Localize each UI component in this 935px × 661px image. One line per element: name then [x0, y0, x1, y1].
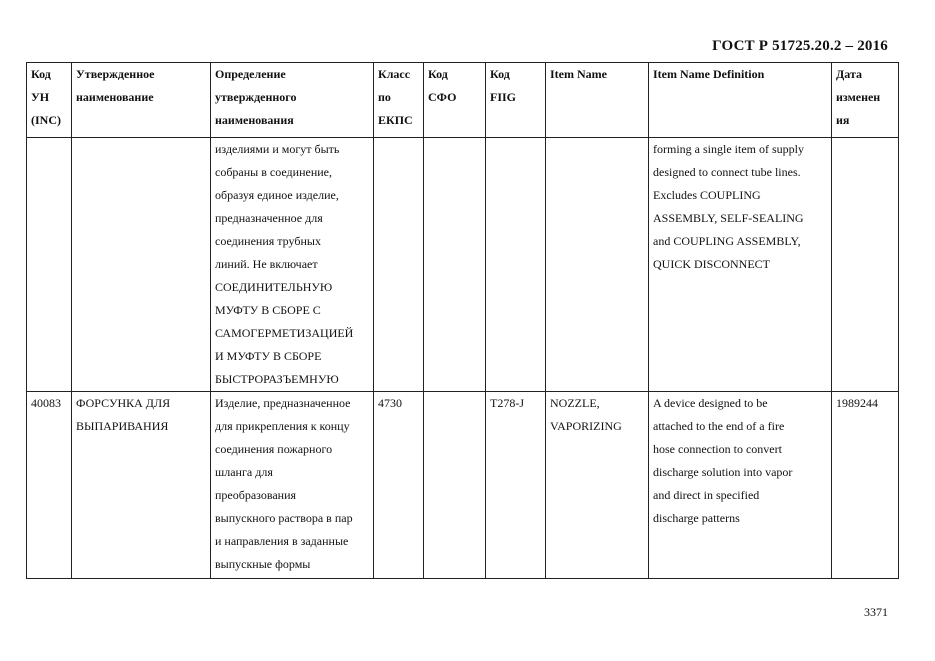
cell-fiig	[486, 392, 546, 579]
cell-item-name	[546, 392, 649, 579]
cell-text-line: 4730	[378, 396, 402, 410]
cell-text-line: forming a single item of supply	[653, 142, 804, 156]
col-header-class	[374, 63, 424, 138]
cell-text-line: И МУФТУ В СБОРЕ	[215, 349, 322, 363]
cell-class	[374, 392, 424, 579]
cell-text-line: 40083	[31, 396, 61, 410]
cell-sfo	[424, 392, 486, 579]
header-line: Класс	[378, 67, 411, 81]
cell-text-line: СОЕДИНИТЕЛЬНУЮ	[215, 280, 333, 294]
cell-text-line: QUICK DISCONNECT	[653, 257, 770, 271]
cell-text-line: hose connection to convert	[653, 442, 782, 456]
header-line: ЕКПС	[378, 113, 413, 127]
header-line: ия	[836, 113, 850, 127]
col-header-fiig	[486, 63, 546, 138]
cell-text-line: соединения трубных	[215, 234, 321, 248]
cell-text-line: линий. Не включает	[215, 257, 318, 271]
cell-text-line: БЫСТРОРАЗЪЕМНУЮ	[215, 372, 339, 386]
cell-text-line: выпускного раствора в пар	[215, 511, 353, 525]
cell-text-line: Изделие, предназначенное	[215, 396, 351, 410]
cell-text-line: ФОРСУНКА ДЛЯ	[76, 396, 171, 410]
cell-text-line: discharge patterns	[653, 511, 740, 525]
cell-text-line: 1989244	[836, 396, 878, 410]
cell-definition	[211, 392, 374, 579]
header-line: Код	[428, 67, 448, 81]
cell-text-line: Excludes COUPLING	[653, 188, 761, 202]
cell-text-line: САМОГЕРМЕТИЗАЦИЕЙ	[215, 326, 354, 340]
cell-definition	[211, 138, 374, 392]
header-line: СФО	[428, 90, 457, 104]
cell-fiig	[486, 138, 546, 392]
header-line: Код	[31, 67, 51, 81]
cell-class	[374, 138, 424, 392]
cell-text-line: and direct in specified	[653, 488, 760, 502]
cell-text-line: и направления в заданные	[215, 534, 349, 548]
col-header-item-name	[546, 63, 649, 138]
cell-text-line: T278-J	[490, 396, 524, 410]
catalog-table	[26, 62, 899, 579]
header-line: наименование	[76, 90, 154, 104]
cell-text-line: собраны в соединение,	[215, 165, 332, 179]
header-line: изменен	[836, 90, 881, 104]
cell-text-line: образуя единое изделие,	[215, 188, 339, 202]
page-number: 3371	[864, 605, 888, 619]
cell-text-line: преобразования	[215, 488, 297, 502]
table-row	[27, 138, 899, 392]
cell-item-definition	[649, 138, 832, 392]
cell-text-line: attached to the end of a fire	[653, 419, 785, 433]
cell-sfo	[424, 138, 486, 392]
cell-text-line: выпускные формы	[215, 557, 311, 571]
table-row	[27, 392, 899, 579]
header-line: Код	[490, 67, 510, 81]
cell-change-date	[832, 138, 899, 392]
col-header-change-date	[832, 63, 899, 138]
cell-text-line: для прикрепления к концу	[215, 419, 350, 433]
header-line: УН	[31, 90, 50, 104]
cell-item-definition	[649, 392, 832, 579]
cell-text-line: designed to connect tube lines.	[653, 165, 801, 179]
cell-text-line: шланга для	[215, 465, 273, 479]
cell-text-line: МУФТУ В СБОРЕ С	[215, 303, 321, 317]
cell-text-line: ВЫПАРИВАНИЯ	[76, 419, 169, 433]
header-line: (INC)	[31, 113, 61, 127]
col-header-sfo	[424, 63, 486, 138]
header-line: по	[378, 90, 391, 104]
cell-approved-name	[72, 392, 211, 579]
cell-text-line: предназначенное для	[215, 211, 323, 225]
header-line: Item Name	[550, 67, 607, 81]
cell-text-line: VAPORIZING	[550, 419, 622, 433]
cell-approved-name	[72, 138, 211, 392]
header-line: FIIG	[490, 90, 517, 104]
cell-inc	[27, 138, 72, 392]
header-line: утвержденного	[215, 90, 297, 104]
header-line: наименования	[215, 113, 294, 127]
cell-text-line: изделиями и могут быть	[215, 142, 340, 156]
header-line: Item Name Definition	[653, 67, 765, 81]
cell-text-line: A device designed to be	[653, 396, 768, 410]
cell-text-line: discharge solution into vapor	[653, 465, 793, 479]
col-header-item-definition	[649, 63, 832, 138]
col-header-approved-name	[72, 63, 211, 138]
cell-item-name	[546, 138, 649, 392]
document-header-title: ГОСТ Р 51725.20.2 – 2016	[712, 38, 888, 54]
header-line: Дата	[836, 67, 862, 81]
header-line: Определение	[215, 67, 286, 81]
col-header-inc	[27, 63, 72, 138]
header-line: Утвержденное	[76, 67, 155, 81]
cell-text-line: and COUPLING ASSEMBLY,	[653, 234, 801, 248]
cell-text-line: соединения пожарного	[215, 442, 333, 456]
cell-text-line: ASSEMBLY, SELF-SEALING	[653, 211, 804, 225]
table-header-row	[27, 63, 899, 138]
cell-change-date	[832, 392, 899, 579]
cell-text-line: NOZZLE,	[550, 396, 600, 410]
col-header-definition	[211, 63, 374, 138]
cell-inc	[27, 392, 72, 579]
